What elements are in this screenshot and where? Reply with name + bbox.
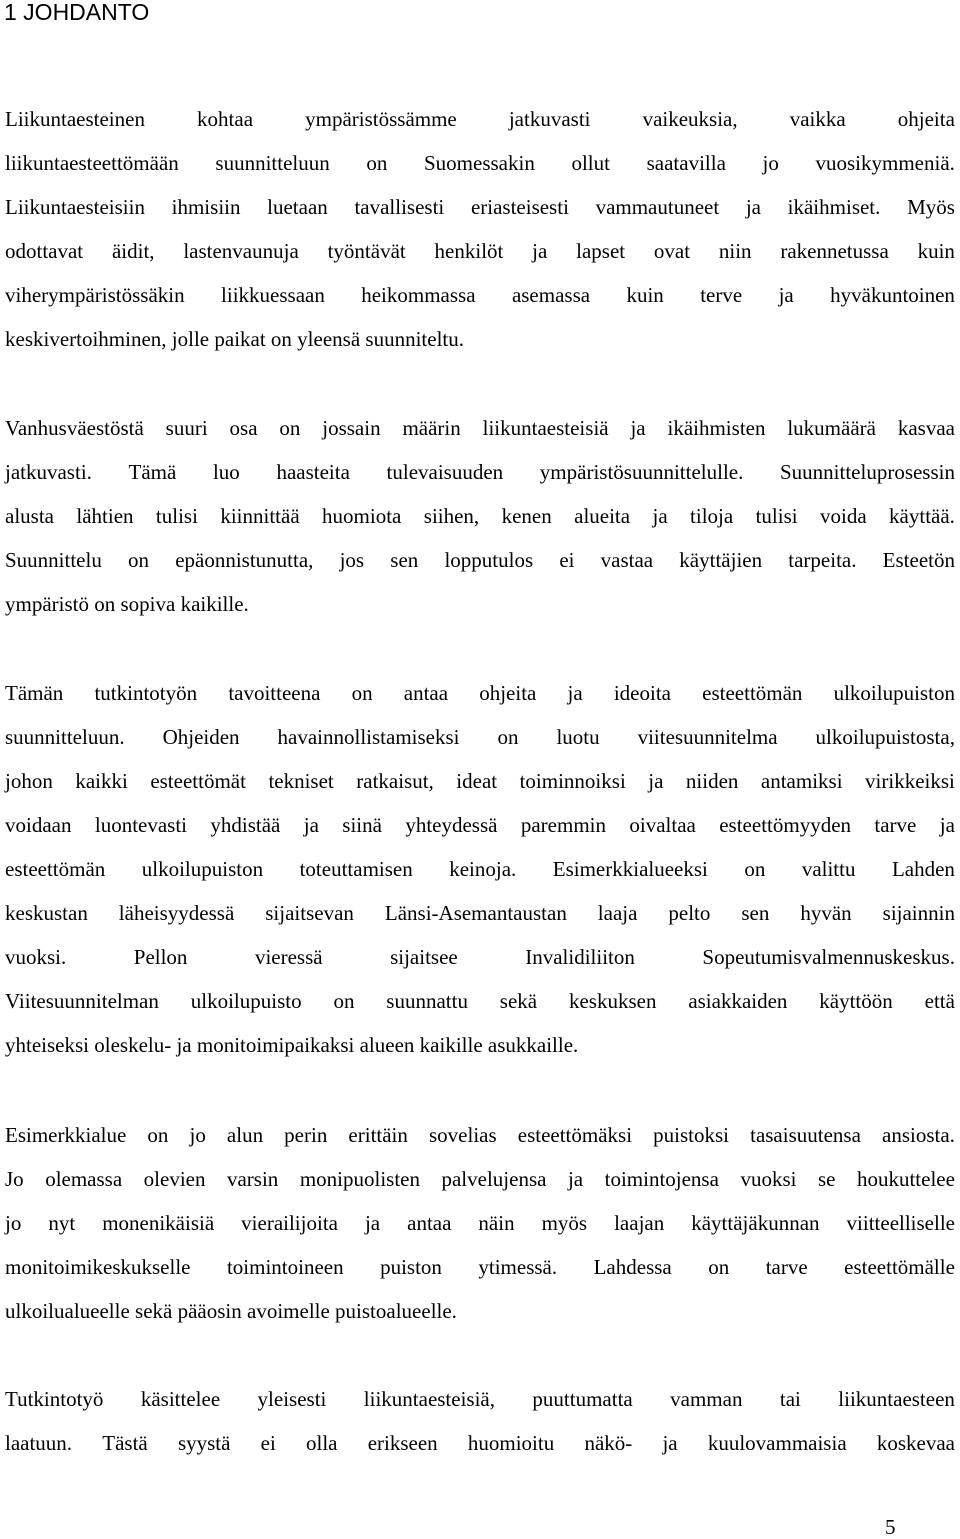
word: sen: [741, 901, 770, 925]
word: liikuntaesteen: [838, 1387, 955, 1411]
word: asemassa: [511, 283, 591, 307]
word: rakennetussa: [780, 239, 889, 263]
word: suunnattu: [386, 989, 468, 1013]
word: voida: [820, 504, 867, 528]
word: Vanhusväestöstä: [5, 416, 144, 440]
word: Lahdessa: [593, 1255, 672, 1279]
text-line: [5, 759, 955, 803]
word: valittu: [801, 857, 856, 881]
word: ollut: [571, 151, 610, 175]
word: tekniset: [268, 769, 334, 793]
word: saatavilla: [646, 151, 726, 175]
word: jo: [189, 1123, 206, 1147]
word: Liikuntaesteisiin: [5, 195, 145, 219]
word: puistoksi: [653, 1123, 730, 1147]
word: esteettömälle: [844, 1255, 955, 1279]
word: monipuolisten: [299, 1167, 420, 1191]
word: tarve: [765, 1255, 808, 1279]
word: ohjeita: [897, 107, 955, 131]
word: hyvän: [800, 901, 852, 925]
word: tulisi: [155, 504, 198, 528]
text-line: [5, 891, 955, 935]
word: yhteydessä: [405, 813, 498, 837]
text-line: [5, 185, 955, 229]
word: alusta: [5, 504, 54, 528]
word: kohtaa: [197, 107, 254, 131]
word: on: [333, 989, 355, 1013]
word: kuulovammaisia: [707, 1431, 847, 1455]
word: Esteetön: [882, 548, 955, 572]
word: keinoja.: [449, 857, 517, 881]
word: luotu: [556, 725, 600, 749]
word: osa: [229, 416, 258, 440]
paragraph-intro: [5, 97, 955, 361]
word: sen: [390, 548, 419, 572]
paragraph-elderly: [5, 406, 955, 626]
text-line: [5, 1201, 955, 1245]
word: Suomessakin: [424, 151, 535, 175]
word: suunnitteluun: [215, 151, 330, 175]
word: ja: [652, 504, 668, 528]
word: kuin: [626, 283, 664, 307]
word: puuttumatta: [532, 1387, 633, 1411]
word: ja: [745, 195, 761, 219]
word: houkuttelee: [856, 1167, 955, 1191]
chapter-heading: 1 JOHDANTO: [4, 0, 150, 25]
word: läheisyydessä: [118, 901, 235, 925]
word: kaikki: [75, 769, 128, 793]
word: sekä: [499, 989, 538, 1013]
word: epäonnistunutta,: [175, 548, 314, 572]
word: on: [147, 1123, 169, 1147]
text-line: [5, 1157, 955, 1201]
word: lapset: [576, 239, 626, 263]
text-line: yhteiseksi oleskelu- ja monitoimipaikaksi alueen kaikille asukkaille.: [5, 1033, 579, 1057]
word: kuin: [917, 239, 955, 263]
word: liikuntaesteettömään: [5, 151, 179, 175]
word: vuoksi: [740, 1167, 797, 1191]
word: Länsi-Asemantaustan: [384, 901, 567, 925]
word: on: [497, 725, 519, 749]
word: sijaitsee: [390, 945, 458, 969]
word: käyttäjien: [679, 548, 763, 572]
word: antaa: [407, 1211, 452, 1235]
word: on: [366, 151, 388, 175]
word: olla: [306, 1431, 338, 1455]
word: toimintojensa: [604, 1167, 719, 1191]
word: ja: [662, 1431, 678, 1455]
word: antaa: [403, 681, 449, 705]
word: ei: [260, 1431, 276, 1455]
word: koskevaa: [876, 1431, 955, 1455]
word: voidaan: [5, 813, 72, 837]
word: äidit,: [111, 239, 155, 263]
word: sijainnin: [882, 901, 955, 925]
word: esteettömän: [702, 681, 803, 705]
word: lopputulos: [444, 548, 534, 572]
text-line: [5, 538, 955, 582]
word: ulkoilupuistosta,: [815, 725, 955, 749]
word: alun: [226, 1123, 264, 1147]
word: perin: [284, 1123, 328, 1147]
word: Sopeutumisvalmennuskeskus.: [702, 945, 955, 969]
word: havainnollistamiseksi: [277, 725, 460, 749]
word: laajan: [614, 1211, 665, 1235]
text-line: [5, 715, 955, 759]
word: odottavat: [5, 239, 84, 263]
word: Myös: [907, 195, 955, 219]
word: vaikeuksia,: [642, 107, 738, 131]
text-line: keskivertoihminen, jolle paikat on yleensä suunniteltu.: [5, 327, 464, 351]
word: hyväkuntoinen: [830, 283, 955, 307]
word: asiakkaiden: [688, 989, 788, 1013]
word: vuosikymmeniä.: [815, 151, 955, 175]
word: monenikäisiä: [102, 1211, 215, 1235]
text-line: [5, 229, 955, 273]
word: Suunnittelu: [5, 548, 102, 572]
word: kiinnittää: [220, 504, 300, 528]
word: Tutkintotyö: [5, 1387, 104, 1411]
text-line: [5, 1421, 955, 1465]
word: lähtien: [76, 504, 134, 528]
text-line: [5, 671, 955, 715]
word: tarve: [874, 813, 917, 837]
text-line: [5, 935, 955, 979]
word: ikäihmisten: [667, 416, 766, 440]
word: laatuun.: [5, 1431, 73, 1455]
word: luetaan: [267, 195, 328, 219]
word: terve: [700, 283, 743, 307]
word: tasaisuutensa: [750, 1123, 861, 1147]
word: vieressä: [254, 945, 323, 969]
word: liikkuessaan: [221, 283, 325, 307]
word: luontevasti: [94, 813, 188, 837]
word: työntävät: [327, 239, 406, 263]
text-line: [5, 273, 955, 317]
word: syystä: [177, 1431, 231, 1455]
word: ja: [939, 813, 955, 837]
text-line: [5, 803, 955, 847]
word: suuri: [165, 416, 208, 440]
word: ideoita: [613, 681, 671, 705]
text-line: [5, 979, 955, 1023]
word: Pellon: [133, 945, 188, 969]
text-line: [5, 141, 955, 185]
word: tai: [779, 1387, 801, 1411]
word: Suunnitteluprosessin: [779, 460, 955, 484]
word: ansiosta.: [882, 1123, 955, 1147]
word: esteettömät: [150, 769, 246, 793]
word: tavallisesti: [354, 195, 445, 219]
word: virikkeiksi: [865, 769, 955, 793]
word: vastaa: [600, 548, 654, 572]
word: ovat: [653, 239, 691, 263]
word: ja: [648, 769, 664, 793]
word: tutkintotyön: [94, 681, 198, 705]
word: on: [279, 416, 301, 440]
word: jo: [762, 151, 779, 175]
word: on: [744, 857, 766, 881]
text-line: [5, 97, 955, 141]
word: kasvaa: [897, 416, 955, 440]
word: erittäin: [348, 1123, 408, 1147]
word: Invalidiliiton: [525, 945, 635, 969]
word: olevien: [143, 1167, 206, 1191]
word: esteettömyyden: [719, 813, 852, 837]
word: pelto: [668, 901, 711, 925]
word: Tämän: [5, 681, 64, 705]
word: ympäristösuunnittelulle.: [539, 460, 744, 484]
word: niin: [718, 239, 752, 263]
paragraph-example-area: [5, 1113, 955, 1333]
word: jatkuvasti: [508, 107, 591, 131]
word: Tästä: [102, 1431, 148, 1455]
word: on: [351, 681, 373, 705]
word: ja: [532, 239, 548, 263]
word: liikuntaesteisiä: [482, 416, 609, 440]
word: käsittelee: [140, 1387, 221, 1411]
word: jo: [5, 1211, 22, 1235]
text-line: [5, 1377, 955, 1421]
word: viitteelliselle: [846, 1211, 955, 1235]
word: käyttöön: [819, 989, 893, 1013]
word: johon: [5, 769, 53, 793]
word: käyttäjäkunnan: [691, 1211, 820, 1235]
word: tavoitteena: [228, 681, 321, 705]
word: keskustan: [5, 901, 88, 925]
word: ohjeita: [479, 681, 537, 705]
word: ei: [559, 548, 575, 572]
word: erikseen: [367, 1431, 438, 1455]
word: puiston: [380, 1255, 442, 1279]
word: tulevaisuuden: [386, 460, 504, 484]
word: vierailijoita: [241, 1211, 338, 1235]
text-line: [5, 406, 955, 450]
word: olemassa: [45, 1167, 123, 1191]
word: yleisesti: [257, 1387, 327, 1411]
page-number: 5: [885, 1515, 896, 1539]
word: sijaitsevan: [265, 901, 354, 925]
word: toimintoineen: [226, 1255, 344, 1279]
text-line: [5, 1245, 955, 1289]
word: eriasteisesti: [470, 195, 569, 219]
word: Esimerkkialue: [5, 1123, 127, 1147]
word: lastenvaunuja: [183, 239, 299, 263]
word: viherympäristössäkin: [5, 283, 185, 307]
word: Tämä: [128, 460, 177, 484]
word: ratkaisut,: [356, 769, 434, 793]
word: Liikuntaesteinen: [5, 107, 145, 131]
word: haasteita: [276, 460, 350, 484]
text-line: [5, 450, 955, 494]
word: paremmin: [520, 813, 606, 837]
word: tarpeita.: [788, 548, 857, 572]
word: luo: [212, 460, 240, 484]
word: myös: [541, 1211, 588, 1235]
word: vuoksi.: [5, 945, 67, 969]
word: Jo: [5, 1167, 24, 1191]
word: jos: [339, 548, 365, 572]
word: varsin: [226, 1167, 279, 1191]
word: että: [924, 989, 955, 1013]
word: näkö-: [584, 1431, 633, 1455]
word: laaja: [597, 901, 638, 925]
word: kenen: [501, 504, 552, 528]
word: sovelias: [429, 1123, 497, 1147]
word: on: [128, 548, 150, 572]
text-line: [5, 847, 955, 891]
word: ytimessä.: [478, 1255, 558, 1279]
word: lukumäärä: [787, 416, 876, 440]
word: liikuntaesteisiä,: [363, 1387, 496, 1411]
word: ihmisiin: [171, 195, 241, 219]
word: ympäristössämme: [305, 107, 457, 131]
word: oivaltaa: [629, 813, 696, 837]
word: esteettömän: [5, 857, 106, 881]
word: se: [817, 1167, 836, 1191]
word: ulkoilupuiston: [833, 681, 955, 705]
word: ja: [364, 1211, 381, 1235]
word: monitoimikeskukselle: [5, 1255, 191, 1279]
paragraph-goal: [5, 671, 955, 1067]
word: käyttää.: [889, 504, 955, 528]
word: keskuksen: [568, 989, 657, 1013]
word: toteuttamisen: [299, 857, 413, 881]
word: Ohjeiden: [162, 725, 240, 749]
word: tulisi: [755, 504, 798, 528]
word: tiloja: [690, 504, 734, 528]
word: ja: [630, 416, 646, 440]
word: heikommassa: [361, 283, 476, 307]
text-line: ulkoilualueelle sekä pääosin avoimelle puistoalueelle.: [5, 1299, 457, 1323]
word: Lahden: [891, 857, 955, 881]
text-line: [5, 1113, 955, 1157]
word: vammautuneet: [595, 195, 720, 219]
word: huomiota: [322, 504, 402, 528]
word: nyt: [48, 1211, 76, 1235]
word: näin: [478, 1211, 515, 1235]
word: ikäihmiset.: [787, 195, 881, 219]
word: vamman: [670, 1387, 743, 1411]
word: alueita: [574, 504, 631, 528]
word: ja: [303, 813, 319, 837]
text-line: ympäristö on sopiva kaikille.: [5, 592, 249, 616]
text-line: [5, 494, 955, 538]
word: ideat: [456, 769, 498, 793]
word: siinä: [342, 813, 382, 837]
word: viitesuunnitelma: [637, 725, 778, 749]
word: toiminnoiksi: [519, 769, 626, 793]
word: ja: [778, 283, 794, 307]
word: ulkoilupuisto: [190, 989, 302, 1013]
word: henkilöt: [434, 239, 504, 263]
word: siihen,: [423, 504, 480, 528]
word: antamiksi: [760, 769, 843, 793]
word: on: [708, 1255, 730, 1279]
word: jatkuvasti.: [5, 460, 92, 484]
word: palvelujensa: [441, 1167, 547, 1191]
word: huomioitu: [467, 1431, 555, 1455]
word: ulkoilupuiston: [141, 857, 264, 881]
word: niiden: [685, 769, 739, 793]
word: jossain: [322, 416, 381, 440]
word: suunnitteluun.: [5, 725, 125, 749]
word: ja: [567, 1167, 584, 1191]
paragraph-scope: [5, 1377, 955, 1465]
word: esteettömäksi: [517, 1123, 633, 1147]
word: määrin: [402, 416, 461, 440]
word: Esimerkkialueeksi: [552, 857, 708, 881]
word: ja: [567, 681, 583, 705]
word: yhdistää: [210, 813, 281, 837]
word: Viitesuunnitelman: [5, 989, 159, 1013]
word: vaikka: [789, 107, 846, 131]
